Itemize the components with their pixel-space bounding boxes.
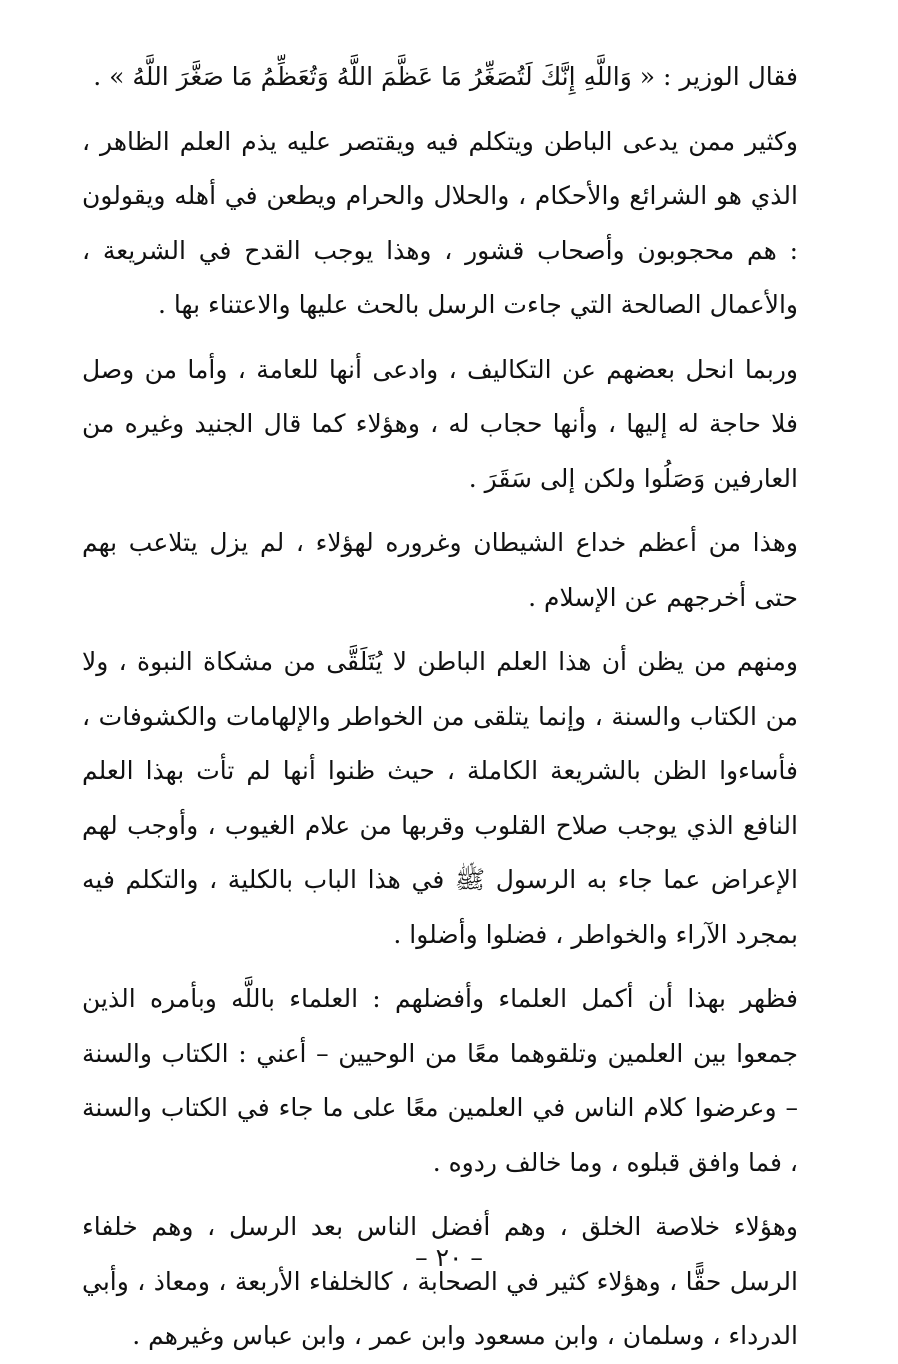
paragraph-abandoning-obligations: وربما انحل بعضهم عن التكاليف ، وادعى أنها للعامة ، وأما من وصل فلا حاجة له إليها ، وأنها حجاب له ، وهؤلاء كما قال الجنيد وغيره من العارفين وَصَلُوا ولكن إلى سَقَرَ . bbox=[82, 354, 798, 493]
paragraph-batin-claimants: وكثير ممن يدعى الباطن ويتكلم فيه ويقتصر عليه يذم العلم الظاهر ، الذي هو الشرائع والأحكام ، والحلال والحرام ويطعن في أهله ويقولون : هم محجوبون وأصحاب قشور ، وهذا يوجب القدح في الشريعة ، والأعمال الصالحة التي جاءت الرسل بالحث عليها والاعتناء بها . bbox=[82, 126, 798, 319]
paragraph-satan-deception: وهذا من أعظم خداع الشيطان وغروره لهؤلاء ، لم يزل يتلاعب بهم حتى أخرجهم عن الإسلام . bbox=[82, 528, 799, 612]
paragraph-batin-knowledge-source: ومنهم من يظن أن هذا العلم الباطن لا يُتَلَقَّى من مشكاة النبوة ، ولا من الكتاب والسنة ، وإنما يتلقى من الخواطر والإلهامات والكشوفات ، فأساءوا الظن بالشريعة الكاملة ، حيث ظنوا أنها لم تأت بهذا العلم النافع الذي يوجب صلاح القلوب وقربها من علام الغيوب ، وأوجب لهم الإعراض عما جاء به الرسول ﷺ في هذا الباب بالكلية ، والتكلم فيه بمجرد الآراء والخواطر ، فضلوا وأضلوا . bbox=[82, 647, 798, 949]
page-body bbox=[82, 50, 798, 1364]
paragraph-best-scholars: فظهر بهذا أن أكمل العلماء وأفضلهم : العلماء باللَّه وبأمره الذين جمعوا بين العلمين وتلقوهما معًا من الوحيين – أعني : الكتاب والسنة – وعرضوا كلام الناس في العلمين معًا على ما جاء في الكتاب والسنة ، فما وافق قبلوه ، وما خالف ردوه . bbox=[82, 984, 798, 1177]
paragraph-companions: وهؤلاء خلاصة الخلق ، وهم أفضل الناس بعد الرسل ، وهم خلفاء الرسل حقًّا ، وهؤلاء كثير في الصحابة ، كالخلفاء الأربعة ، ومعاذ ، وأبي الدرداء ، وسلمان ، وابن مسعود وابن عمر ، وابن عباس وغيرهم . bbox=[82, 1212, 798, 1350]
paragraph-vizier-quote: فقال الوزير : « وَاللَّهِ إِنَّكَ لَتُصَغِّرُ مَا عَظَّمَ اللَّهُ وَتُعَظِّمُ مَا صَغَّرَ اللَّهُ » . bbox=[93, 62, 798, 91]
page-number: – ٢٠ – bbox=[415, 1243, 483, 1272]
